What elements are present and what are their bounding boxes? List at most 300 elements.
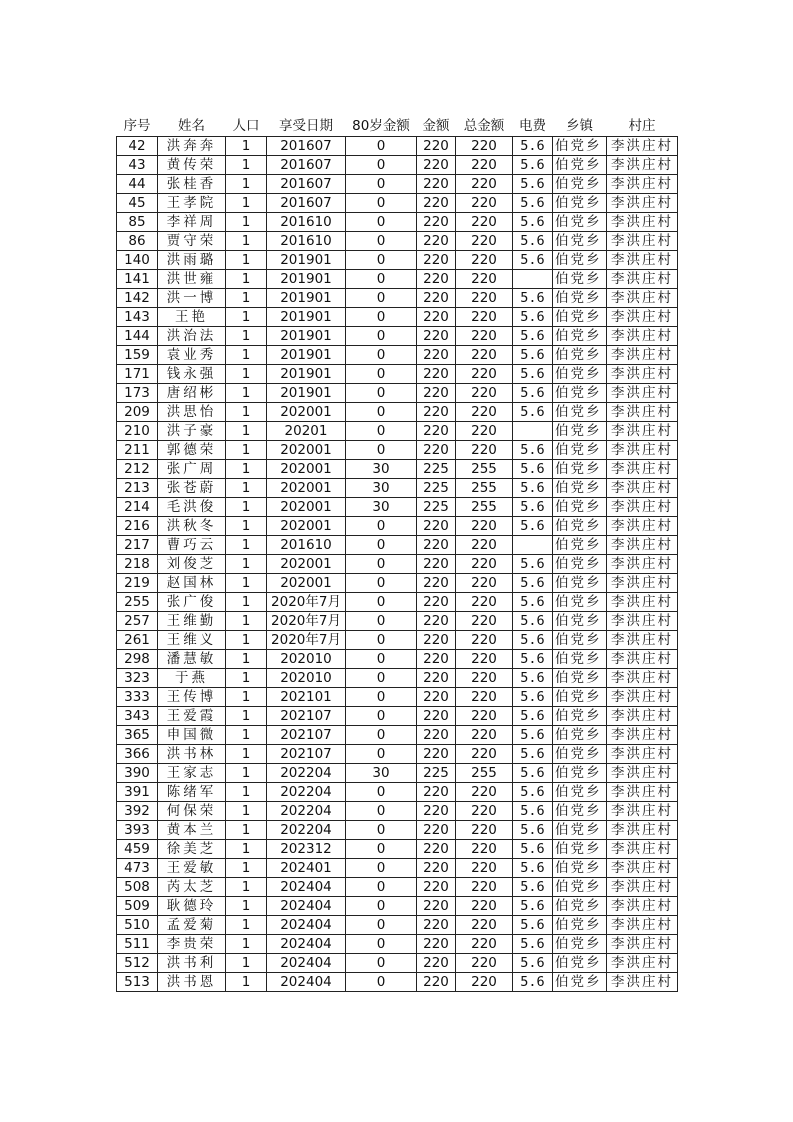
cell-serial: 217 [117,536,158,555]
header-cell-population: 人口 [232,118,260,134]
cell-age80-amount: 0 [346,726,417,745]
cell-start-date: 202001 [267,574,346,593]
cell-start-date: 201607 [267,175,346,194]
cell-serial: 391 [117,783,158,802]
cell-total-amount: 220 [456,650,513,669]
cell-township: 伯党乡 [553,536,607,555]
cell-total-amount: 220 [456,669,513,688]
cell-village: 李洪庄村 [607,194,678,213]
cell-name: 洪书恩 [158,973,226,992]
cell-electricity-fee: 5.6 [513,821,553,840]
cell-village: 李洪庄村 [607,536,678,555]
cell-township: 伯党乡 [553,308,607,327]
cell-name: 王艳 [158,308,226,327]
cell-amount: 225 [417,498,456,517]
cell-age80-amount: 0 [346,175,417,194]
cell-amount: 220 [417,327,456,346]
cell-village: 李洪庄村 [607,346,678,365]
cell-total-amount: 220 [456,935,513,954]
cell-amount: 220 [417,897,456,916]
cell-serial: 216 [117,517,158,536]
cell-age80-amount: 0 [346,327,417,346]
cell-start-date: 202401 [267,859,346,878]
cell-village: 李洪庄村 [607,270,678,289]
cell-total-amount: 220 [456,859,513,878]
cell-amount: 220 [417,175,456,194]
table-row [117,897,678,916]
cell-village: 李洪庄村 [607,973,678,992]
cell-population: 1 [226,194,267,213]
cell-total-amount: 220 [456,612,513,631]
cell-township: 伯党乡 [553,498,607,517]
header-cell-village: 村庄 [628,118,656,134]
cell-name: 王维义 [158,631,226,650]
table-row [117,346,678,365]
cell-age80-amount: 0 [346,650,417,669]
cell-township: 伯党乡 [553,384,607,403]
cell-age80-amount: 0 [346,612,417,631]
cell-township: 伯党乡 [553,840,607,859]
cell-amount: 220 [417,270,456,289]
cell-amount: 220 [417,935,456,954]
cell-age80-amount: 0 [346,365,417,384]
table-row [117,726,678,745]
cell-age80-amount: 30 [346,479,417,498]
cell-serial: 510 [117,916,158,935]
cell-start-date: 201607 [267,137,346,156]
cell-population: 1 [226,783,267,802]
cell-start-date: 20201 [267,422,346,441]
cell-serial: 323 [117,669,158,688]
cell-village: 李洪庄村 [607,612,678,631]
cell-total-amount: 220 [456,593,513,612]
cell-electricity-fee: 5.6 [513,612,553,631]
cell-name: 洪思怡 [158,403,226,422]
cell-township: 伯党乡 [553,403,607,422]
cell-township: 伯党乡 [553,346,607,365]
cell-village: 李洪庄村 [607,137,678,156]
cell-village: 李洪庄村 [607,403,678,422]
cell-population: 1 [226,384,267,403]
cell-start-date: 202001 [267,498,346,517]
cell-start-date: 202001 [267,460,346,479]
cell-electricity-fee: 5.6 [513,688,553,707]
cell-population: 1 [226,156,267,175]
cell-amount: 220 [417,631,456,650]
table-body [117,137,678,992]
cell-name: 洪世雍 [158,270,226,289]
cell-population: 1 [226,973,267,992]
table-row [117,935,678,954]
cell-amount: 220 [417,878,456,897]
table-row [117,194,678,213]
cell-total-amount: 255 [456,764,513,783]
cell-name: 黄本兰 [158,821,226,840]
cell-electricity-fee: 5.6 [513,213,553,232]
cell-serial: 343 [117,707,158,726]
cell-start-date: 201901 [267,384,346,403]
cell-total-amount: 220 [456,232,513,251]
table-row [117,479,678,498]
cell-electricity-fee: 5.6 [513,574,553,593]
cell-name: 洪秋冬 [158,517,226,536]
cell-serial: 212 [117,460,158,479]
cell-total-amount: 220 [456,213,513,232]
header-cell-serial: 序号 [123,118,151,134]
cell-start-date: 202404 [267,973,346,992]
table-row [117,422,678,441]
cell-electricity-fee: 5.6 [513,973,553,992]
table-row [117,574,678,593]
cell-population: 1 [226,574,267,593]
cell-population: 1 [226,327,267,346]
cell-serial: 209 [117,403,158,422]
cell-village: 李洪庄村 [607,213,678,232]
cell-start-date: 202204 [267,783,346,802]
cell-population: 1 [226,688,267,707]
cell-name: 王爱敏 [158,859,226,878]
cell-amount: 220 [417,802,456,821]
cell-name: 于燕 [158,669,226,688]
table-row [117,498,678,517]
cell-serial: 142 [117,289,158,308]
cell-electricity-fee: 5.6 [513,175,553,194]
header-cell-electricity-fee: 电费 [519,118,546,134]
cell-total-amount: 220 [456,631,513,650]
cell-total-amount: 220 [456,441,513,460]
cell-serial: 261 [117,631,158,650]
cell-name: 李贵荣 [158,935,226,954]
table-row [117,916,678,935]
cell-serial: 210 [117,422,158,441]
cell-amount: 220 [417,384,456,403]
cell-start-date: 202001 [267,441,346,460]
cell-start-date: 202204 [267,802,346,821]
cell-village: 李洪庄村 [607,593,678,612]
cell-total-amount: 220 [456,954,513,973]
cell-electricity-fee: 5.6 [513,783,553,802]
cell-start-date: 201607 [267,194,346,213]
cell-amount: 220 [417,365,456,384]
cell-age80-amount: 0 [346,555,417,574]
cell-electricity-fee: 5.6 [513,593,553,612]
cell-electricity-fee: 5.6 [513,916,553,935]
cell-village: 李洪庄村 [607,707,678,726]
cell-start-date: 202010 [267,669,346,688]
cell-electricity-fee [513,422,553,441]
table-row [117,517,678,536]
cell-total-amount: 220 [456,403,513,422]
cell-township: 伯党乡 [553,194,607,213]
cell-township: 伯党乡 [553,897,607,916]
cell-village: 李洪庄村 [607,916,678,935]
cell-electricity-fee: 5.6 [513,764,553,783]
cell-township: 伯党乡 [553,517,607,536]
header-cell-township: 乡镇 [566,118,593,134]
cell-population: 1 [226,707,267,726]
cell-start-date: 202101 [267,688,346,707]
cell-start-date: 201607 [267,156,346,175]
cell-population: 1 [226,954,267,973]
cell-age80-amount: 0 [346,593,417,612]
cell-serial: 85 [117,213,158,232]
cell-serial: 513 [117,973,158,992]
cell-village: 李洪庄村 [607,175,678,194]
cell-total-amount: 255 [456,479,513,498]
cell-name: 王维勤 [158,612,226,631]
cell-electricity-fee: 5.6 [513,878,553,897]
cell-name: 洪一博 [158,289,226,308]
cell-township: 伯党乡 [553,270,607,289]
cell-amount: 225 [417,764,456,783]
cell-electricity-fee: 5.6 [513,403,553,422]
beneficiary-table [116,117,678,992]
cell-population: 1 [226,764,267,783]
table-row [117,289,678,308]
cell-name: 何保荣 [158,802,226,821]
cell-village: 李洪庄村 [607,289,678,308]
cell-population: 1 [226,137,267,156]
cell-age80-amount: 0 [346,631,417,650]
table-row [117,878,678,897]
cell-township: 伯党乡 [553,213,607,232]
cell-electricity-fee: 5.6 [513,289,553,308]
cell-total-amount: 220 [456,574,513,593]
cell-village: 李洪庄村 [607,479,678,498]
cell-electricity-fee: 5.6 [513,840,553,859]
table-row [117,973,678,992]
cell-amount: 220 [417,669,456,688]
cell-population: 1 [226,441,267,460]
cell-village: 李洪庄村 [607,840,678,859]
cell-amount: 220 [417,973,456,992]
cell-serial: 473 [117,859,158,878]
cell-amount: 220 [417,574,456,593]
cell-amount: 220 [417,251,456,270]
cell-township: 伯党乡 [553,593,607,612]
cell-start-date: 202001 [267,479,346,498]
table-row [117,270,678,289]
cell-name: 洪书林 [158,745,226,764]
cell-start-date: 202107 [267,745,346,764]
cell-amount: 220 [417,707,456,726]
cell-village: 李洪庄村 [607,745,678,764]
cell-electricity-fee: 5.6 [513,479,553,498]
cell-total-amount: 220 [456,270,513,289]
table-row [117,308,678,327]
cell-name: 张桂香 [158,175,226,194]
cell-serial: 219 [117,574,158,593]
cell-name: 袁业秀 [158,346,226,365]
cell-total-amount: 220 [456,137,513,156]
cell-amount: 220 [417,232,456,251]
header-cell-start-date: 享受日期 [279,118,333,134]
cell-age80-amount: 0 [346,194,417,213]
cell-serial: 257 [117,612,158,631]
table-row [117,821,678,840]
cell-total-amount: 220 [456,707,513,726]
cell-electricity-fee: 5.6 [513,707,553,726]
cell-total-amount: 220 [456,517,513,536]
table-row [117,232,678,251]
cell-name: 刘俊芝 [158,555,226,574]
cell-electricity-fee: 5.6 [513,745,553,764]
cell-total-amount: 255 [456,498,513,517]
cell-electricity-fee: 5.6 [513,194,553,213]
cell-township: 伯党乡 [553,821,607,840]
cell-village: 李洪庄村 [607,935,678,954]
cell-name: 申国微 [158,726,226,745]
cell-start-date: 202404 [267,916,346,935]
table-row [117,593,678,612]
cell-age80-amount: 0 [346,403,417,422]
cell-electricity-fee: 5.6 [513,365,553,384]
cell-age80-amount: 0 [346,783,417,802]
cell-population: 1 [226,935,267,954]
cell-name: 王传博 [158,688,226,707]
cell-amount: 220 [417,916,456,935]
cell-age80-amount: 0 [346,859,417,878]
cell-serial: 459 [117,840,158,859]
cell-serial: 218 [117,555,158,574]
cell-population: 1 [226,422,267,441]
cell-name: 张广俊 [158,593,226,612]
cell-township: 伯党乡 [553,935,607,954]
cell-township: 伯党乡 [553,612,607,631]
cell-age80-amount: 0 [346,574,417,593]
table-row [117,365,678,384]
cell-serial: 390 [117,764,158,783]
cell-population: 1 [226,859,267,878]
table-row [117,251,678,270]
cell-start-date: 202404 [267,878,346,897]
cell-age80-amount: 0 [346,707,417,726]
cell-amount: 220 [417,517,456,536]
cell-electricity-fee: 5.6 [513,441,553,460]
table-row [117,650,678,669]
cell-name: 洪子豪 [158,422,226,441]
cell-population: 1 [226,897,267,916]
cell-name: 耿德玲 [158,897,226,916]
cell-village: 李洪庄村 [607,384,678,403]
cell-township: 伯党乡 [553,175,607,194]
cell-total-amount: 220 [456,365,513,384]
cell-serial: 213 [117,479,158,498]
cell-start-date: 2020年7月 [267,612,346,631]
cell-age80-amount: 0 [346,916,417,935]
cell-village: 李洪庄村 [607,669,678,688]
cell-township: 伯党乡 [553,365,607,384]
cell-start-date: 201901 [267,346,346,365]
cell-village: 李洪庄村 [607,821,678,840]
cell-name: 曹巧云 [158,536,226,555]
table-row [117,707,678,726]
cell-amount: 220 [417,289,456,308]
table-row [117,764,678,783]
cell-age80-amount: 30 [346,764,417,783]
cell-start-date: 2020年7月 [267,593,346,612]
cell-electricity-fee: 5.6 [513,137,553,156]
cell-serial: 393 [117,821,158,840]
table-row [117,555,678,574]
cell-amount: 220 [417,821,456,840]
cell-age80-amount: 0 [346,878,417,897]
cell-age80-amount: 0 [346,346,417,365]
cell-population: 1 [226,498,267,517]
cell-age80-amount: 0 [346,802,417,821]
cell-township: 伯党乡 [553,422,607,441]
cell-name: 唐绍彬 [158,384,226,403]
cell-population: 1 [226,175,267,194]
cell-amount: 220 [417,346,456,365]
cell-total-amount: 220 [456,897,513,916]
table-row [117,384,678,403]
cell-start-date: 201610 [267,232,346,251]
cell-township: 伯党乡 [553,669,607,688]
cell-population: 1 [226,289,267,308]
cell-township: 伯党乡 [553,726,607,745]
cell-electricity-fee: 5.6 [513,555,553,574]
cell-amount: 225 [417,460,456,479]
cell-serial: 512 [117,954,158,973]
cell-start-date: 201901 [267,251,346,270]
cell-age80-amount: 0 [346,973,417,992]
cell-population: 1 [226,916,267,935]
cell-township: 伯党乡 [553,232,607,251]
cell-amount: 220 [417,593,456,612]
cell-village: 李洪庄村 [607,441,678,460]
cell-electricity-fee: 5.6 [513,346,553,365]
cell-start-date: 202312 [267,840,346,859]
cell-age80-amount: 0 [346,517,417,536]
cell-serial: 333 [117,688,158,707]
cell-total-amount: 220 [456,346,513,365]
cell-serial: 255 [117,593,158,612]
cell-name: 贾守荣 [158,232,226,251]
cell-township: 伯党乡 [553,479,607,498]
cell-serial: 173 [117,384,158,403]
cell-name: 洪奔奔 [158,137,226,156]
cell-amount: 220 [417,156,456,175]
cell-start-date: 202107 [267,707,346,726]
cell-village: 李洪庄村 [607,365,678,384]
cell-start-date: 202204 [267,821,346,840]
cell-total-amount: 220 [456,194,513,213]
cell-population: 1 [226,726,267,745]
cell-population: 1 [226,593,267,612]
cell-start-date: 201901 [267,365,346,384]
table-row [117,954,678,973]
cell-amount: 220 [417,555,456,574]
cell-amount: 220 [417,650,456,669]
cell-age80-amount: 0 [346,251,417,270]
cell-population: 1 [226,650,267,669]
cell-serial: 214 [117,498,158,517]
cell-population: 1 [226,555,267,574]
cell-village: 李洪庄村 [607,460,678,479]
cell-total-amount: 220 [456,745,513,764]
table-row [117,403,678,422]
cell-age80-amount: 0 [346,232,417,251]
cell-start-date: 202107 [267,726,346,745]
cell-total-amount: 220 [456,384,513,403]
cell-electricity-fee: 5.6 [513,935,553,954]
cell-village: 李洪庄村 [607,631,678,650]
cell-amount: 220 [417,213,456,232]
cell-village: 李洪庄村 [607,422,678,441]
cell-population: 1 [226,821,267,840]
cell-electricity-fee: 5.6 [513,517,553,536]
